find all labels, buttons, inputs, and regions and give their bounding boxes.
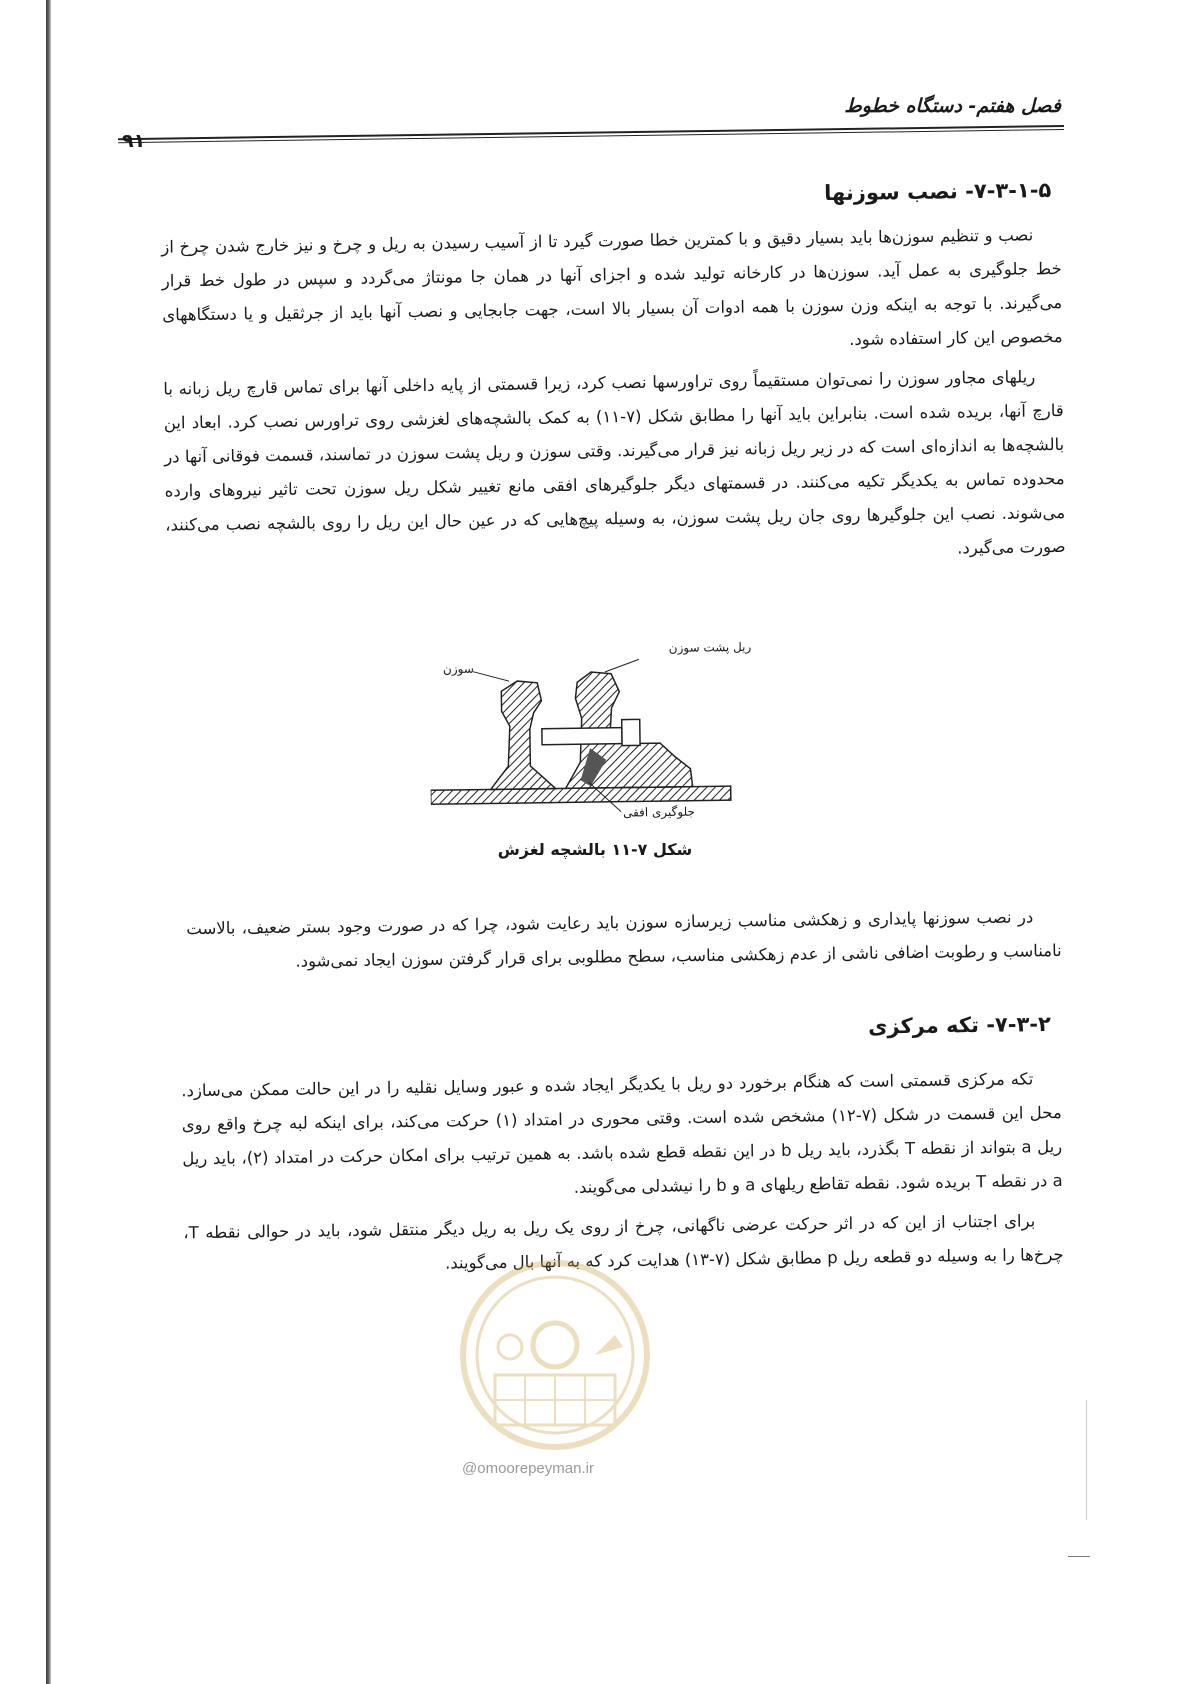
- leader-needle: [473, 671, 509, 682]
- watermark-seal: [455, 1255, 655, 1455]
- paragraph: برای اجتناب از این که در اثر حرکت عرضی ناگهانی، چرخ از روی یک ریل به ریل دیگر منتقل شود، باید در حوالی نقطه T، چرخ‌ها را به وسیله دو قطعه ریل p مطابق شکل (۷-۱۳) هدایت کرد که به آنها بال می‌گویند.: [183, 1211, 1064, 1273]
- label-horizontal-stop: جلوگیری افقی: [622, 804, 696, 820]
- page-number: ۹۱: [122, 130, 146, 152]
- label-needle: سوزن: [442, 661, 474, 677]
- sliding-chair-drawing: [429, 638, 762, 843]
- paragraph: در نصب سوزنها پایداری و زهکشی مناسب زیرسازه سوزن باید رعایت شود، چرا که در صورت وجود بستر ضعیف، بالاست نامناسب و رطوبت اضافی ناشی از عدم زهکشی مناسب، سطح مطلوبی برای قرار گرفتن سوزن ایجاد نمی‌شود.: [186, 907, 1062, 971]
- section-heading-needle-install: ۷-۳-۱-۵- نصب سوزنها: [823, 178, 1052, 206]
- scan-edge-right: [1086, 1400, 1087, 1520]
- leader-stock-rail: [605, 659, 639, 671]
- chapter-title: فصل هفتم- دستگاه خطوط: [844, 95, 1061, 117]
- paragraph: نصب و تنظیم سوزن‌ها باید بسیار دقیق و با کمترین خطا صورت گیرد تا از آسیب رسیدن به ریل و چرخ و نیز خارج شدن چرخ از خط جلوگیری به عمل آید. سوزن‌ها در کارخانه تولید شده و اجزای آنها در همان جا مونتاژ می‌گردد و سپس در طول خط قرار می‌گیرند. با توجه به اینکه وزن سوزن با همه ادوات آن بسیار بالا است، جهت جابجایی و نصب آنها باید از جرثقیل و یا دستگاههای مخصوص این کار استفاده شود.: [161, 225, 1063, 349]
- label-stock-rail: ریل پشت سوزن: [668, 639, 752, 655]
- paragraph: ریلهای مجاور سوزن را نمی‌توان مستقیماً روی تراورسها نصب کرد، زیرا قسمتی از پایه داخلی آنها برای تماس قارچ ریل زبانه با قارچ آنها، بریده شده است. بنابراین باید آنها را مطابق شکل (۷-۱۱) به کمک بالشچه‌های لغزشی روی تراورس نصب کرد. ابعاد این بالشچه‌ها به اندازه‌ای است که در زیر ریل زبانه نیز قرار می‌گیرند. وقتی سوزن و ریل پشت سوزن در تماسند، قسمت فوقانی آنها در محدوده تماس به یکدیگر تکیه می‌کنند. در قسمتهای دیگر جلوگیرهای افقی مانع تغییر شکل ریل سوزن تحت تاثیر نیروهای وارده می‌شوند. نصب این جلوگیرها روی جان ریل پشت سوزن، به وسیله پیچ‌هایی که در عین حال این ریل را روی بالشچه نصب می‌کنند، صورت می‌گیرد.: [163, 367, 1066, 558]
- watermark-text: @omoorepeyman.ir: [462, 1460, 594, 1477]
- scan-binding-edge: [46, 0, 51, 1684]
- section-heading-central-piece: ۷-۳-۲- تکه مرکزی: [868, 1012, 1052, 1039]
- bolt-shank: [542, 728, 622, 745]
- figure-sliding-chair: [429, 638, 762, 843]
- section-body-drainage: [186, 900, 1062, 986]
- figure-caption: شکل ۷-۱۱ بالشچه لغزش: [497, 840, 693, 859]
- paragraph: تکه مرکزی قسمتی است که هنگام برخورد دو ریل با یکدیگر ایجاد شده و عبور وسایل نقلیه را در این حالت ممکن می‌سازد. محل این قسمت در شکل (۷-۱۲) مشخص شده است. وقتی محوری در امتداد (۱) حرکت می‌کند، برای اینکه لبه چرخ واقع روی ریل a بتواند از نقطه T بگذرد، باید ریل b در این نقطه قطع شده باشد. به همین ترتیب برای امکان حرکت در امتداد (۲)، باید ریل a در نقطه T بریده شود. نقطه تقاطع ریلهای a و b را نیشدلی می‌گویند.: [181, 1069, 1063, 1197]
- bolt-nut: [622, 719, 640, 745]
- header-rule: [118, 125, 1064, 143]
- section-body-needle-install: [161, 218, 1066, 583]
- scan-mark: [1068, 1556, 1090, 1557]
